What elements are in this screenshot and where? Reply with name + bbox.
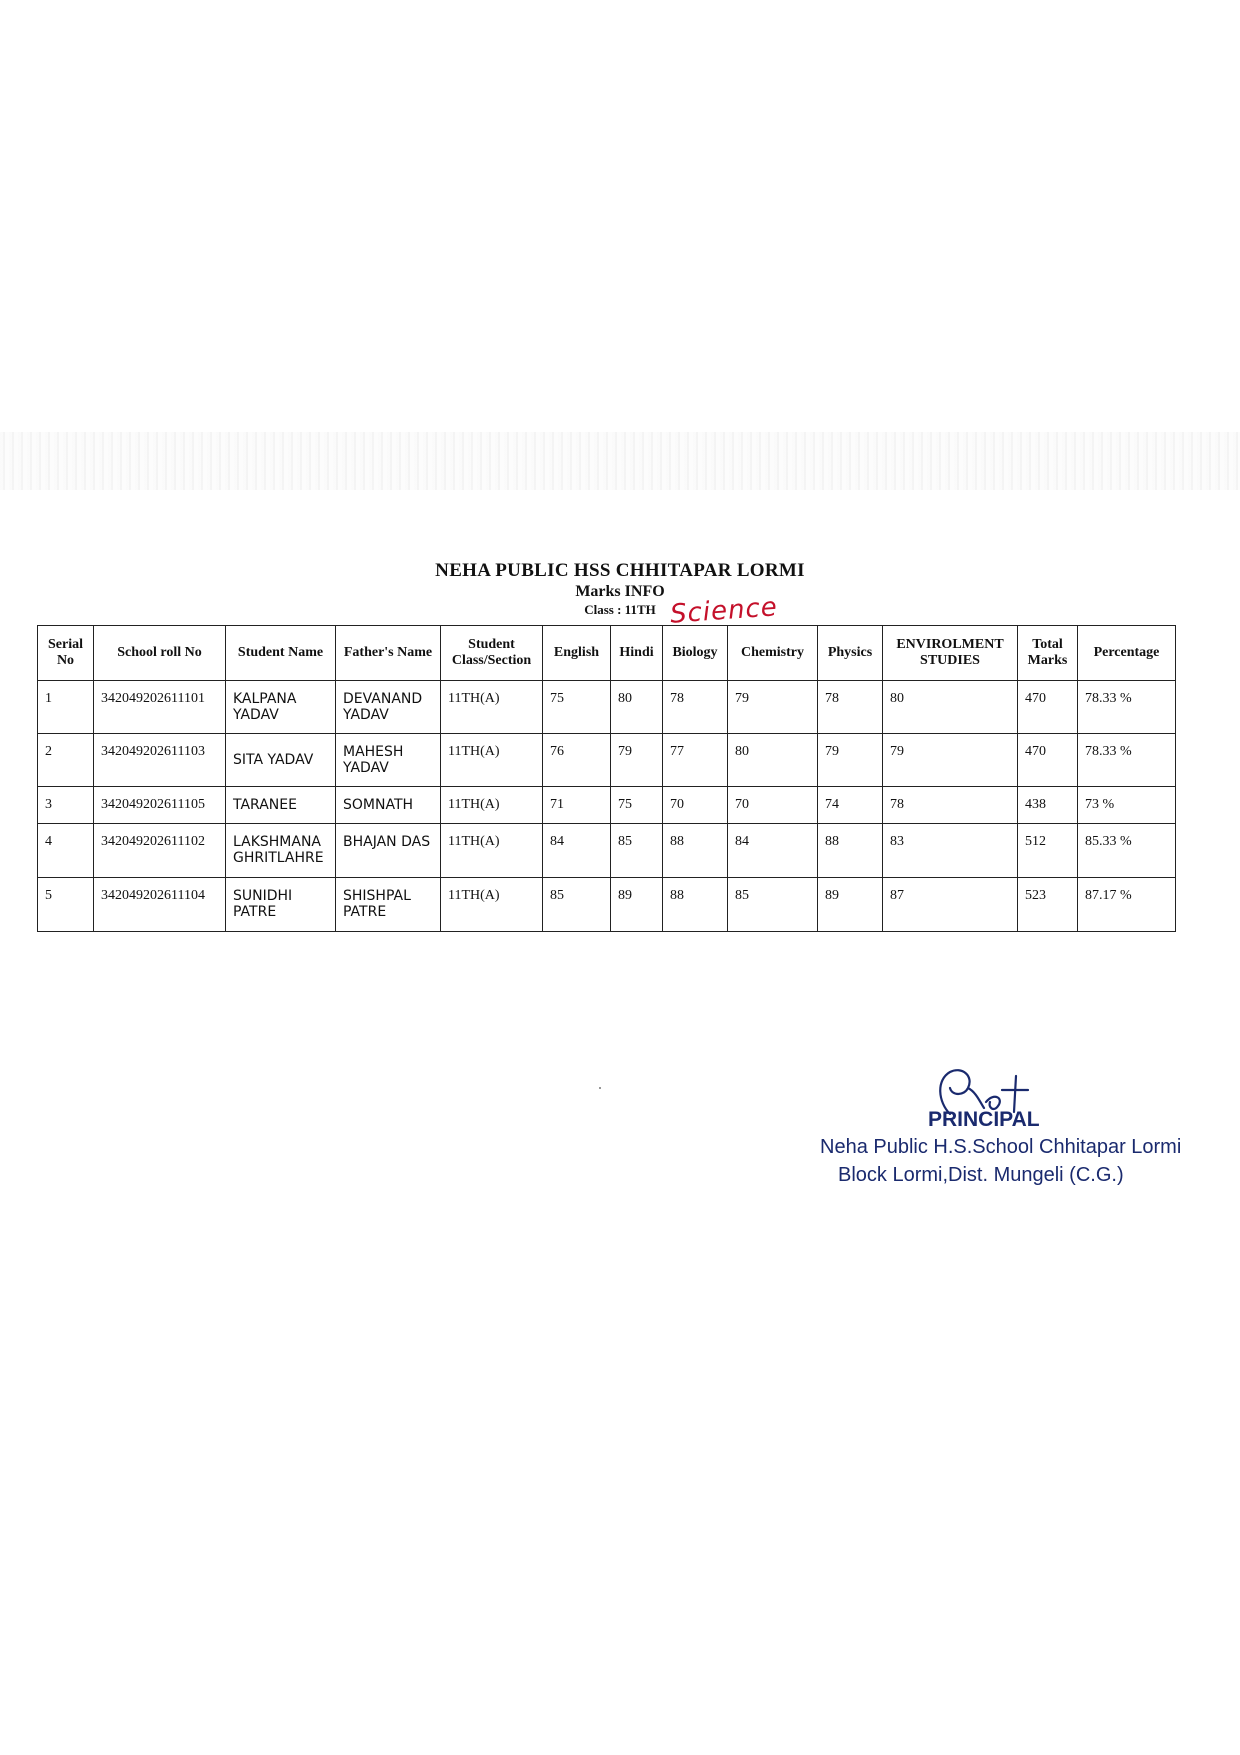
hindi-cell: 79 [611, 734, 663, 787]
chemistry-cell: 80 [728, 734, 818, 787]
serial-cell: 5 [38, 878, 94, 932]
class-label: Class : 11TH [584, 602, 656, 617]
total-cell: 512 [1018, 824, 1078, 878]
physics-cell: 89 [818, 878, 883, 932]
physics-cell: 88 [818, 824, 883, 878]
english-cell: 76 [543, 734, 611, 787]
student-name-cell: LAKSHMANA GHRITLAHRE [226, 824, 336, 878]
env-studies-cell: 78 [883, 787, 1018, 824]
serial-cell: 2 [38, 734, 94, 787]
chemistry-cell: 79 [728, 681, 818, 734]
column-header: Chemistry [728, 626, 818, 681]
percentage-cell: 85.33 % [1078, 824, 1176, 878]
biology-cell: 78 [663, 681, 728, 734]
table-row [38, 787, 1176, 824]
biology-cell: 70 [663, 787, 728, 824]
handwritten-stream-note: Science [669, 592, 779, 630]
physics-cell: 79 [818, 734, 883, 787]
env-studies-cell: 79 [883, 734, 1018, 787]
student-name-cell: KALPANA YADAV [226, 681, 336, 734]
column-header: Student Class/Section [441, 626, 543, 681]
column-header: Student Name [226, 626, 336, 681]
column-header: Total Marks [1018, 626, 1078, 681]
biology-cell: 77 [663, 734, 728, 787]
seal-title: PRINCIPAL [928, 1108, 1040, 1131]
serial-cell: 3 [38, 787, 94, 824]
column-header: Hindi [611, 626, 663, 681]
table-header-row [38, 626, 1176, 681]
total-cell: 523 [1018, 878, 1078, 932]
student-name-cell: SITA YADAV [226, 734, 336, 787]
column-header: Father's Name [336, 626, 441, 681]
document-header [0, 560, 1240, 618]
marks-table [37, 625, 1176, 932]
table-row [38, 681, 1176, 734]
total-cell: 470 [1018, 681, 1078, 734]
biology-cell: 88 [663, 878, 728, 932]
father-name-cell: BHAJAN DAS [336, 824, 441, 878]
class-section-cell: 11TH(A) [441, 734, 543, 787]
hindi-cell: 89 [611, 878, 663, 932]
physics-cell: 78 [818, 681, 883, 734]
father-name-cell: MAHESH YADAV [336, 734, 441, 787]
column-header: School roll No [94, 626, 226, 681]
roll-cell: 342049202611105 [94, 787, 226, 824]
roll-cell: 342049202611101 [94, 681, 226, 734]
scan-artifact-band [0, 432, 1240, 490]
column-header: Percentage [1078, 626, 1176, 681]
roll-cell: 342049202611102 [94, 824, 226, 878]
english-cell: 71 [543, 787, 611, 824]
percentage-cell: 78.33 % [1078, 681, 1176, 734]
total-cell: 470 [1018, 734, 1078, 787]
serial-cell: 4 [38, 824, 94, 878]
percentage-cell: 87.17 % [1078, 878, 1176, 932]
father-name-cell: SHISHPAL PATRE [336, 878, 441, 932]
column-header: ENVIROLMENT STUDIES [883, 626, 1018, 681]
biology-cell: 88 [663, 824, 728, 878]
chemistry-cell: 84 [728, 824, 818, 878]
roll-cell: 342049202611104 [94, 878, 226, 932]
school-name: NEHA PUBLIC HSS CHHITAPAR LORMI [435, 560, 805, 581]
student-name-cell: SUNIDHI PATRE [226, 878, 336, 932]
english-cell: 85 [543, 878, 611, 932]
seal-address-line: Block Lormi,Dist. Mungeli (C.G.) [838, 1164, 1124, 1186]
scan-speck [599, 1087, 601, 1089]
column-header: English [543, 626, 611, 681]
percentage-cell: 78.33 % [1078, 734, 1176, 787]
english-cell: 75 [543, 681, 611, 734]
hindi-cell: 75 [611, 787, 663, 824]
hindi-cell: 80 [611, 681, 663, 734]
env-studies-cell: 80 [883, 681, 1018, 734]
column-header: Serial No [38, 626, 94, 681]
table-row [38, 824, 1176, 878]
roll-cell: 342049202611103 [94, 734, 226, 787]
english-cell: 84 [543, 824, 611, 878]
env-studies-cell: 87 [883, 878, 1018, 932]
class-section-cell: 11TH(A) [441, 824, 543, 878]
table-row [38, 734, 1176, 787]
chemistry-cell: 70 [728, 787, 818, 824]
seal-school-line: Neha Public H.S.School Chhitapar Lormi [820, 1136, 1182, 1158]
class-section-cell: 11TH(A) [441, 681, 543, 734]
document-subtitle: Marks INFO [575, 583, 665, 600]
env-studies-cell: 83 [883, 824, 1018, 878]
student-name-cell: TARANEE [226, 787, 336, 824]
percentage-cell: 73 % [1078, 787, 1176, 824]
class-section-cell: 11TH(A) [441, 878, 543, 932]
class-section-cell: 11TH(A) [441, 787, 543, 824]
father-name-cell: DEVANAND YADAV [336, 681, 441, 734]
hindi-cell: 85 [611, 824, 663, 878]
chemistry-cell: 85 [728, 878, 818, 932]
serial-cell: 1 [38, 681, 94, 734]
table-row [38, 878, 1176, 932]
father-name-cell: SOMNATH [336, 787, 441, 824]
column-header: Physics [818, 626, 883, 681]
total-cell: 438 [1018, 787, 1078, 824]
physics-cell: 74 [818, 787, 883, 824]
column-header: Biology [663, 626, 728, 681]
